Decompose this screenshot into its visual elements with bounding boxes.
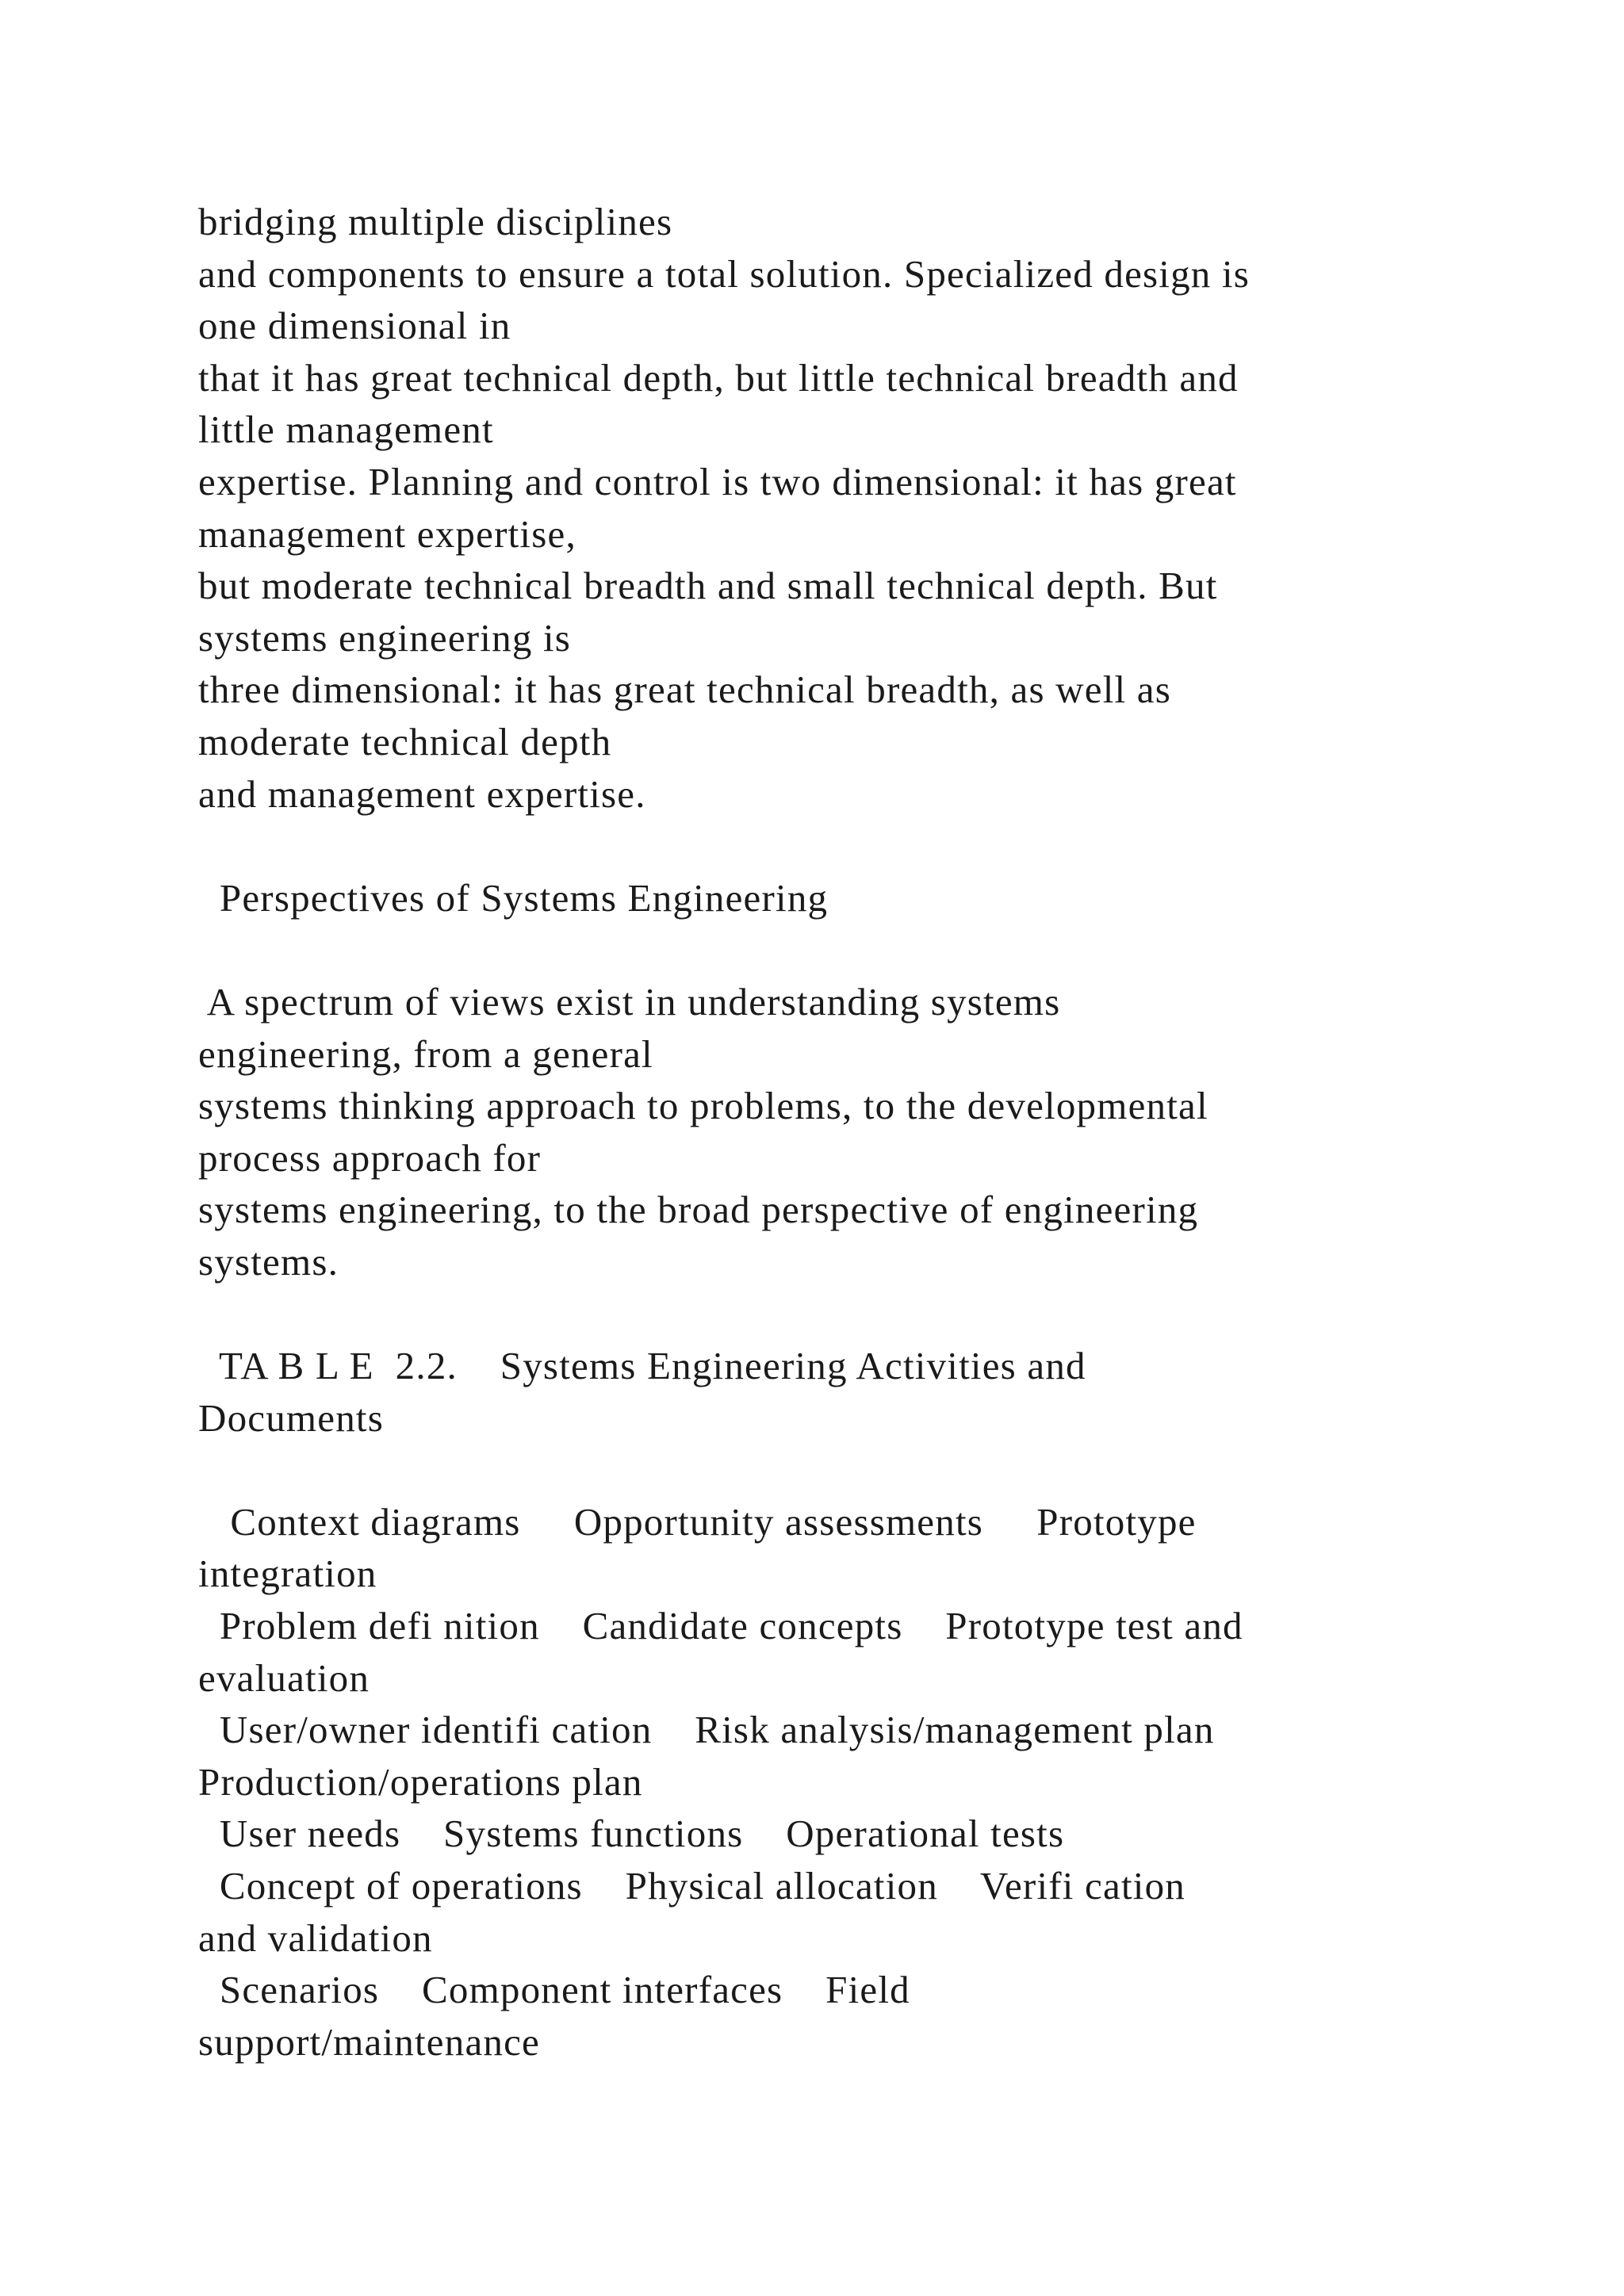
text-line: systems engineering is xyxy=(198,615,572,660)
text-line: one dimensional in xyxy=(198,304,511,348)
text-line: A spectrum of views exist in understanding systems xyxy=(198,979,1061,1024)
table-caption: Documents xyxy=(198,1395,384,1440)
blank-line xyxy=(198,924,1483,976)
table-row: Problem defi nition Candidate concepts Prototype test and xyxy=(198,1604,1243,1648)
table-row: Production/operations plan xyxy=(198,1759,643,1804)
table-row: integration xyxy=(198,1552,377,1596)
text-line: systems. xyxy=(198,1239,339,1284)
table-row: support/maintenance xyxy=(198,2019,540,2064)
blank-line xyxy=(198,820,1483,872)
table-row: Scenarios Component interfaces Field xyxy=(198,1968,910,2012)
document-page xyxy=(198,196,1483,2068)
text-line: bridging multiple disciplines xyxy=(198,200,673,243)
text-line: that it has great technical depth, but little technical breadth and xyxy=(198,355,1239,400)
table-row: and validation xyxy=(198,1915,433,1960)
text-line: but moderate technical breadth and small technical depth. But xyxy=(198,564,1218,608)
text-line: systems thinking approach to problems, to the developmental xyxy=(198,1084,1208,1128)
text-line: little management xyxy=(198,408,494,452)
text-line: three dimensional: it has great technical breadth, as well as xyxy=(198,668,1171,712)
table-row: User/owner identifi cation Risk analysis/management plan xyxy=(198,1708,1215,1752)
section-heading: Perspectives of Systems Engineering xyxy=(198,875,829,920)
text-line: engineering, from a general xyxy=(198,1031,653,1076)
table-row: Context diagrams Opportunity assessments Prototype xyxy=(198,1499,1197,1544)
text-line: expertise. Planning and control is two dimensional: it has great xyxy=(198,459,1237,503)
text-line: systems engineering, to the broad perspective of engineering xyxy=(198,1188,1199,1232)
blank-line xyxy=(198,1444,1483,1496)
text-line: and management expertise. xyxy=(198,771,646,816)
blank-line xyxy=(198,1288,1483,1340)
text-line: moderate technical depth xyxy=(198,719,612,763)
text-line: and components to ensure a total solution. Specialized design is xyxy=(198,251,1251,296)
table-row: evaluation xyxy=(198,1655,370,1700)
text-line: process approach for xyxy=(198,1135,542,1180)
table-row: Concept of operations Physical allocation Verifi cation xyxy=(198,1864,1185,1908)
text-line: management expertise, xyxy=(198,511,576,556)
table-row: User needs Systems functions Operational tests xyxy=(198,1812,1065,1856)
table-caption: TA B L E 2.2. Systems Engineering Activities and xyxy=(198,1344,1086,1388)
